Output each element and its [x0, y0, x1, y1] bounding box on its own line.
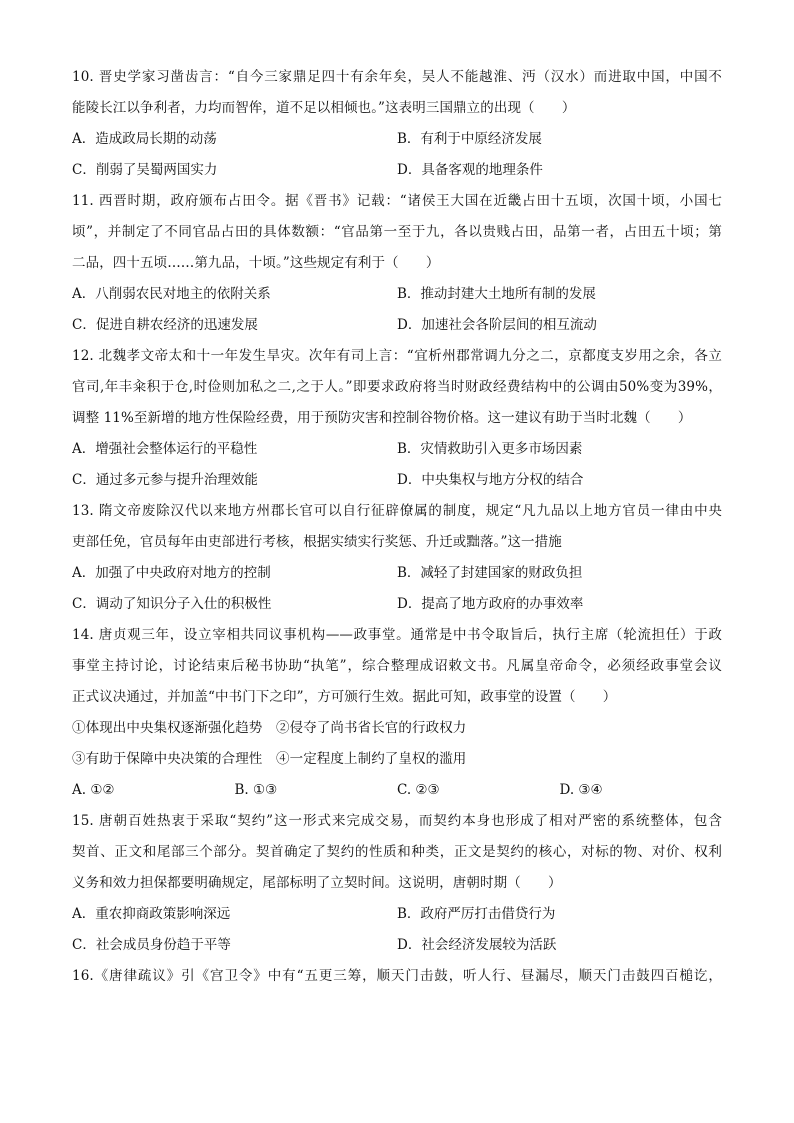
- option-b[interactable]: B．政府严厉打击借贷行为: [397, 906, 556, 922]
- exam-page: [72, 62, 722, 992]
- question-text-line: 调整 11%至新增的地方性保险经费，用于预防灾害和控制谷物价格。这一建议有助于当时北魏（ ）: [72, 410, 692, 426]
- statement-line: ③有助于保障中央决策的合理性 ④一定程度上制约了皇权的滥用: [72, 751, 467, 767]
- question-16: [72, 961, 722, 992]
- option-a[interactable]: A．加强了中央政府对地方的控制: [72, 565, 271, 581]
- option-c[interactable]: C. ②③: [397, 782, 440, 798]
- option-a[interactable]: A. ①②: [72, 782, 115, 798]
- question-text-line: 契首、正文和尾部三个部分。契首确定了契约的性质和种类，正文是契约的核心，对标的物、对价、权利: [72, 844, 722, 860]
- option-c[interactable]: C．削弱了吴蜀两国实力: [72, 162, 218, 178]
- option-b[interactable]: B．减轻了封建国家的财政负担: [397, 565, 583, 581]
- option-d[interactable]: D．提高了地方政府的办事效率: [397, 596, 584, 612]
- option-d[interactable]: D．社会经济发展较为活跃: [397, 937, 557, 953]
- question-text-line: 15. 唐朝百姓热衷于采取“契约”这一形式来完成交易，而契约本身也形成了相对严密的系统整体，包含: [72, 813, 722, 829]
- option-a[interactable]: A．八削弱农民对地主的依附关系: [72, 286, 271, 302]
- option-d[interactable]: D．中央集权与地方分权的结合: [397, 472, 584, 488]
- option-b[interactable]: B．推动封建大土地所有制的发展: [397, 286, 596, 302]
- question-text-line: 事堂主持讨论，讨论结束后秘书协助“执笔”，综合整理成诏敕文书。凡属皇帝命令，必须经政事堂会议: [72, 658, 722, 674]
- option-a[interactable]: A．重农抑商政策影响深远: [72, 906, 231, 922]
- option-d[interactable]: D．具备客观的地理条件: [397, 162, 543, 178]
- question-text-line: 16.《唐律疏议》引《宫卫令》中有“五更三筹，顺天门击鼓，听人行、昼漏尽，顺天门击鼓四百槌讫，: [72, 968, 722, 984]
- question-text-line: 14. 唐贞观三年，设立宰相共同议事机构——政事堂。通常是中书令取旨后，执行主席（轮流担任）于政: [72, 627, 722, 643]
- question-13: [72, 496, 722, 620]
- option-c[interactable]: C．调动了知识分子入仕的积极性: [72, 596, 272, 612]
- question-text-line: 二品，四十五顷……第九品，十顷。”这些规定有利于（ ）: [72, 255, 440, 271]
- question-text-line: 官司,年丰籴积于仓,时俭则加私之二,之于人。”即要求政府将当时财政经费结构中的公调由50%变为39%，: [72, 379, 722, 395]
- question-11: [72, 186, 722, 341]
- question-10: [72, 62, 722, 186]
- question-text-line: 吏部任免，官员每年由吏部进行考核，根据实绩实行奖惩、升迁或黜落。”这一措施: [72, 534, 562, 550]
- option-c[interactable]: C．通过多元参与提升治理效能: [72, 472, 258, 488]
- option-c[interactable]: C．社会成员身份趋于平等: [72, 937, 231, 953]
- option-d[interactable]: D. ③④: [559, 782, 603, 798]
- question-text-line: 11. 西晋时期，政府颁布占田令。据《晋书》记载：“诸侯王大国在近畿占田十五顷，次国十顷，小国七: [72, 193, 722, 209]
- question-14: [72, 620, 722, 806]
- option-a[interactable]: A．增强社会整体运行的平稳性: [72, 441, 258, 457]
- question-text-line: 顷”，并制定了不同官品占田的具体数额：“官品第一至于九，各以贵贱占田，品第一者，占田五十顷；第: [72, 224, 722, 240]
- question-text-line: 13. 隋文帝废除汉代以来地方州郡长官可以自行征辟僚属的制度，规定“凡九品以上地方官员一律由中央: [72, 503, 722, 519]
- option-c[interactable]: C．促进自耕农经济的迅速发展: [72, 317, 258, 333]
- question-text-line: 正式议决通过，并加盖“中书门下之印”，方可颁行生效。据此可知，政事堂的设置（ ）: [72, 689, 617, 705]
- question-12: [72, 341, 722, 496]
- question-text-line: 12. 北魏孝文帝太和十一年发生旱灾。次年有司上言：“宜析州郡常调九分之二，京都度支岁用之余，各立: [72, 348, 722, 364]
- option-a[interactable]: A．造成政局长期的动荡: [72, 131, 217, 147]
- question-text-line: 10. 晋史学家习凿齿言：“自今三家鼎足四十有余年矣，吴人不能越淮、沔（汉水）而进取中国，中国不: [72, 69, 722, 85]
- option-b[interactable]: B. ①③: [234, 782, 278, 798]
- question-15: [72, 806, 722, 961]
- statement-line: ①体现出中央集权逐渐强化趋势 ②侵夺了尚书省长官的行政权力: [72, 720, 467, 736]
- option-b[interactable]: B．有利于中原经济发展: [397, 131, 542, 147]
- question-text-line: 义务和效力担保都要明确规定，尾部标明了立契时间。这说明，唐朝时期（ ）: [72, 875, 562, 891]
- option-b[interactable]: B．灾情救助引入更多市场因素: [397, 441, 583, 457]
- question-text-line: 能陵长江以争利者，力均而智侔，道不足以相倾也。”这表明三国鼎立的出现（ ）: [72, 100, 576, 116]
- option-d[interactable]: D．加速社会各阶层间的相互流动: [397, 317, 597, 333]
